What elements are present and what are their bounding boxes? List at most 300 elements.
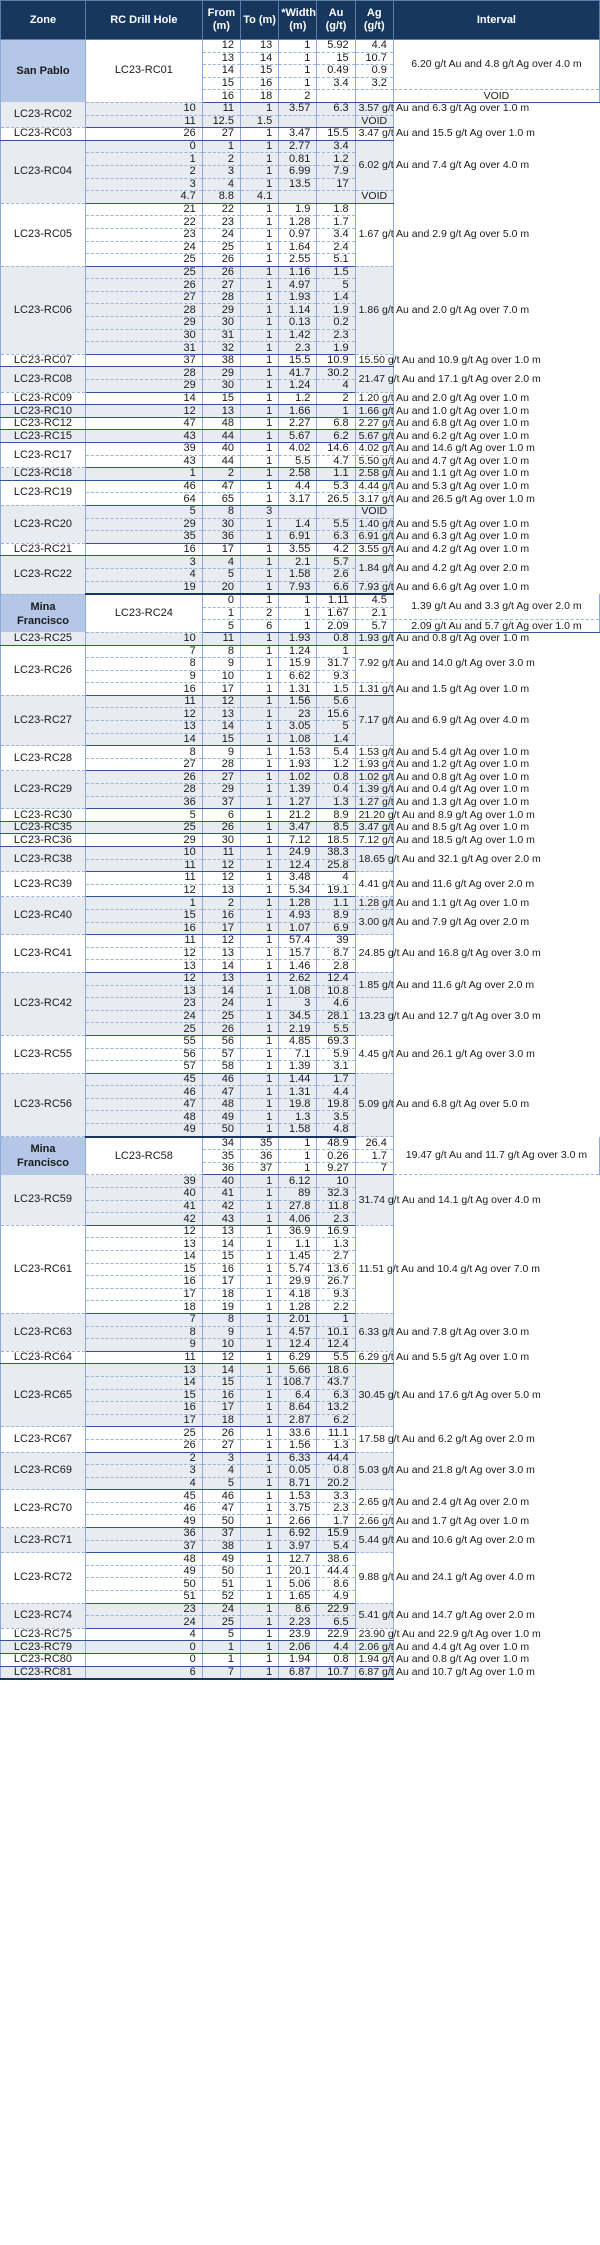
ag-value: 5.7: [355, 620, 393, 633]
width-value: 1: [240, 518, 278, 531]
ag-value: 11.1: [317, 1427, 355, 1440]
interval-summary: 1.27 g/t Au and 1.3 g/t Ag over 1.0 m: [355, 796, 393, 809]
from-value: 64: [85, 493, 202, 506]
table-row: [1, 809, 600, 822]
au-value: 0.05: [279, 1465, 317, 1478]
ag-value: 16.9: [317, 1225, 355, 1238]
ag-value: 2.7: [317, 1251, 355, 1264]
drill-hole-group: [1, 203, 600, 266]
interval-summary: 3.47 g/t Au and 15.5 g/t Ag over 1.0 m: [355, 128, 393, 141]
ag-value: 1: [317, 405, 355, 418]
ag-value: 1.5: [317, 266, 355, 279]
width-value: 1: [240, 165, 278, 178]
ag-value: 1.9: [317, 304, 355, 317]
width-value: 1: [279, 1162, 317, 1175]
table-row: [1, 1515, 600, 1528]
table-row: [1, 1175, 600, 1188]
drill-hole-id: LC23-RC17: [1, 443, 86, 468]
drill-hole-group: [1, 367, 600, 392]
table-row: [1, 1111, 600, 1124]
interval-summary: 5.41 g/t Au and 14.7 g/t Ag over 2.0 m: [355, 1603, 393, 1628]
drill-hole-group: [1, 480, 600, 505]
to-value: 12: [202, 859, 240, 872]
ag-value: 10.7: [317, 1666, 355, 1679]
au-value: 3.47: [279, 128, 317, 141]
table-row: [1, 1553, 600, 1566]
drill-hole-group: [1, 746, 600, 771]
from-value: 23: [85, 1603, 202, 1616]
width-value: 1.5: [240, 115, 278, 128]
au-value: 3.55: [279, 543, 317, 556]
table-row: [1, 1477, 600, 1490]
from-value: 4: [85, 568, 202, 581]
interval-summary: 19.47 g/t Au and 11.7 g/t Ag over 3.0 m: [393, 1137, 599, 1175]
to-value: 2: [202, 897, 240, 910]
ag-value: 15.9: [317, 1528, 355, 1541]
to-value: 30: [202, 380, 240, 393]
from-value: 3: [85, 178, 202, 191]
width-value: 1: [240, 1628, 278, 1641]
zone-label: San Pablo: [1, 40, 86, 103]
from-value: 25: [85, 1023, 202, 1036]
from-value: 6: [85, 1666, 202, 1679]
to-value: 9: [202, 746, 240, 759]
drill-hole-group: [1, 847, 600, 872]
from-value: 10: [85, 847, 202, 860]
width-value: 4.1: [240, 191, 278, 204]
au-value: 41.7: [279, 367, 317, 380]
width-value: 1: [240, 1402, 278, 1415]
ag-value: 8.7: [317, 947, 355, 960]
width-value: 1: [240, 1452, 278, 1465]
drill-hole-id: LC23-RC58: [85, 1137, 202, 1175]
from-value: 31: [85, 342, 202, 355]
to-value: 43: [202, 1213, 240, 1226]
table-row: [1, 455, 600, 468]
to-value: 11: [202, 102, 240, 115]
ag-value: 0.8: [317, 771, 355, 784]
width-value: 1: [279, 594, 317, 607]
to-value: 5: [202, 1628, 240, 1641]
au-value: [279, 505, 317, 518]
ag-value: 9.3: [317, 1288, 355, 1301]
table-row: [1, 128, 600, 141]
interval-summary: 1.28 g/t Au and 1.1 g/t Ag over 1.0 m: [355, 897, 393, 910]
width-value: 1: [240, 1111, 278, 1124]
ag-value: 14.6: [317, 443, 355, 456]
width-value: 1: [240, 581, 278, 594]
width-value: 1: [240, 380, 278, 393]
from-value: 12: [85, 947, 202, 960]
from-value: 13: [85, 985, 202, 998]
from-value: 12: [202, 40, 240, 53]
drill-hole-id: LC23-RC74: [1, 1603, 86, 1628]
from-value: 10: [85, 632, 202, 645]
from-value: 2: [85, 1452, 202, 1465]
drill-hole-id: LC23-RC80: [1, 1654, 86, 1667]
width-value: 1: [240, 1515, 278, 1528]
ag-value: 28.1: [317, 1010, 355, 1023]
table-row: [1, 1313, 600, 1326]
to-value: 47: [202, 1502, 240, 1515]
drill-hole-id: LC23-RC09: [1, 392, 86, 405]
width-value: 1: [240, 128, 278, 141]
from-value: 45: [85, 1490, 202, 1503]
to-value: 50: [202, 1515, 240, 1528]
drill-hole-group: [1, 354, 600, 367]
ag-value: 10.7: [355, 52, 393, 65]
to-value: 56: [202, 1035, 240, 1048]
from-value: 11: [85, 859, 202, 872]
width-value: 1: [240, 1313, 278, 1326]
au-value: 15: [317, 52, 355, 65]
ag-value: 1.3: [317, 1439, 355, 1452]
to-value: 11: [202, 632, 240, 645]
ag-value: 1.9: [317, 342, 355, 355]
drill-hole-group: [1, 1452, 600, 1490]
width-value: 1: [240, 1414, 278, 1427]
to-value: 30: [202, 834, 240, 847]
to-value: 30: [202, 518, 240, 531]
table-row: [1, 784, 600, 797]
ag-value: 5.1: [317, 254, 355, 267]
au-value: 1.28: [279, 216, 317, 229]
au-value: 8.6: [279, 1603, 317, 1616]
to-value: 14: [240, 52, 278, 65]
width-value: 1: [240, 354, 278, 367]
from-value: 14: [85, 1251, 202, 1264]
interval-summary: 7.92 g/t Au and 14.0 g/t Ag over 3.0 m: [355, 645, 393, 683]
au-value: 1.11: [317, 594, 355, 607]
width-value: 1: [240, 909, 278, 922]
table-row: [1, 1288, 600, 1301]
au-value: 0.97: [279, 228, 317, 241]
au-value: 36.9: [279, 1225, 317, 1238]
width-value: 1: [240, 392, 278, 405]
to-value: 17: [202, 683, 240, 696]
au-value: 0.13: [279, 317, 317, 330]
au-value: 34.5: [279, 1010, 317, 1023]
ag-value: 5.6: [317, 695, 355, 708]
to-value: 65: [202, 493, 240, 506]
to-value: 11: [202, 847, 240, 860]
from-value: 13: [202, 52, 240, 65]
drill-hole-group: [1, 417, 600, 430]
to-value: 25: [202, 1010, 240, 1023]
au-value: 1.44: [279, 1073, 317, 1086]
from-value: 1: [85, 897, 202, 910]
ag-value: 8.9: [317, 909, 355, 922]
width-value: 1: [240, 645, 278, 658]
width-value: 1: [240, 758, 278, 771]
width-value: 1: [279, 620, 317, 633]
to-value: 27: [202, 279, 240, 292]
from-value: 22: [85, 216, 202, 229]
width-value: 1: [240, 960, 278, 973]
interval-summary: 9.88 g/t Au and 24.1 g/t Ag over 4.0 m: [355, 1553, 393, 1603]
drill-hole-group: [1, 40, 600, 103]
from-value: 1: [202, 607, 240, 620]
to-value: 23: [202, 216, 240, 229]
drill-hole-id: LC23-RC71: [1, 1528, 86, 1553]
au-value: 2.62: [279, 972, 317, 985]
width-value: 1: [240, 771, 278, 784]
ag-value: 1.5: [317, 683, 355, 696]
drill-hole-group: [1, 1490, 600, 1528]
au-value: 2.66: [279, 1515, 317, 1528]
au-value: 1.67: [317, 607, 355, 620]
drill-hole-id: LC23-RC20: [1, 505, 86, 543]
ag-value: 0.8: [317, 1654, 355, 1667]
au-value: 4.06: [279, 1213, 317, 1226]
ag-value: 38.3: [317, 847, 355, 860]
width-value: 1: [240, 1502, 278, 1515]
from-value: 13: [85, 1364, 202, 1377]
au-value: 1.65: [279, 1591, 317, 1604]
to-value: 41: [202, 1188, 240, 1201]
interval-summary: 7.12 g/t Au and 18.5 g/t Ag over 1.0 m: [355, 834, 393, 847]
from-value: 43: [85, 430, 202, 443]
width-value: 1: [240, 847, 278, 860]
drill-hole-id: LC23-RC39: [1, 872, 86, 897]
from-value: 27: [85, 758, 202, 771]
width-value: 1: [240, 405, 278, 418]
to-value: 3: [202, 165, 240, 178]
drill-hole-group: [1, 1553, 600, 1603]
interval-summary: 6.29 g/t Au and 5.5 g/t Ag over 1.0 m: [355, 1351, 393, 1364]
ag-value: 13.2: [317, 1402, 355, 1415]
table-row: [1, 645, 600, 658]
au-value: 6.33: [279, 1452, 317, 1465]
table-row: [1, 670, 600, 683]
drill-hole-id: LC23-RC08: [1, 367, 86, 392]
from-value: 11: [85, 935, 202, 948]
au-value: 1.31: [279, 683, 317, 696]
drill-hole-id: LC23-RC22: [1, 556, 86, 594]
table-row: [1, 531, 600, 544]
to-value: 5: [202, 1477, 240, 1490]
to-value: 1: [240, 594, 278, 607]
width-value: 1: [240, 1188, 278, 1201]
drill-hole-group: [1, 505, 600, 543]
ag-value: 3.2: [355, 77, 393, 90]
from-value: 25: [85, 266, 202, 279]
to-value: 14: [202, 1364, 240, 1377]
drill-hole-id: LC23-RC01: [85, 40, 202, 103]
width-value: 1: [279, 607, 317, 620]
au-value: 6.99: [279, 165, 317, 178]
to-value: 18: [240, 90, 278, 103]
from-value: 35: [202, 1150, 240, 1163]
au-value: 3.4: [317, 77, 355, 90]
header-to: To (m): [240, 1, 278, 40]
au-value: 6.29: [279, 1351, 317, 1364]
ag-value: [317, 505, 355, 518]
to-value: 2: [240, 607, 278, 620]
au-value: 1.93: [279, 632, 317, 645]
ag-value: 3.1: [317, 1061, 355, 1074]
interval-summary: 1.93 g/t Au and 0.8 g/t Ag over 1.0 m: [355, 632, 393, 645]
ag-value: 39: [317, 935, 355, 948]
ag-value: 4.6: [317, 998, 355, 1011]
to-value: 38: [202, 354, 240, 367]
from-value: 15: [85, 1263, 202, 1276]
au-value: 4.18: [279, 1288, 317, 1301]
interval-summary: 6.20 g/t Au and 4.8 g/t Ag over 4.0 m: [393, 40, 599, 90]
from-value: 55: [85, 1035, 202, 1048]
au-value: 1.53: [279, 1490, 317, 1503]
au-value: 3.48: [279, 872, 317, 885]
drill-hole-id: LC23-RC07: [1, 354, 86, 367]
ag-value: 8.9: [317, 809, 355, 822]
ag-value: 5: [317, 279, 355, 292]
au-value: 1.56: [279, 695, 317, 708]
width-value: 1: [240, 279, 278, 292]
from-value: 36: [85, 1528, 202, 1541]
from-value: 5: [85, 809, 202, 822]
table-row: [1, 556, 600, 569]
from-value: 23: [85, 228, 202, 241]
width-value: 1: [240, 1098, 278, 1111]
from-value: 51: [85, 1591, 202, 1604]
from-value: 35: [85, 531, 202, 544]
drill-hole-group: [1, 1666, 600, 1679]
width-value: 1: [240, 568, 278, 581]
interval-summary: 7.93 g/t Au and 6.6 g/t Ag over 1.0 m: [355, 581, 393, 594]
interval-summary: 1.66 g/t Au and 1.0 g/t Ag over 1.0 m: [355, 405, 393, 418]
from-value: 9: [85, 1339, 202, 1352]
to-value: 42: [202, 1200, 240, 1213]
au-value: 6.4: [279, 1389, 317, 1402]
from-value: 3: [85, 556, 202, 569]
to-value: 44: [202, 430, 240, 443]
width-value: 1: [240, 1565, 278, 1578]
width-value: 1: [240, 796, 278, 809]
width-value: 1: [240, 972, 278, 985]
width-value: 1: [279, 1137, 317, 1150]
ag-value: 3.3: [317, 1490, 355, 1503]
to-value: 20: [202, 581, 240, 594]
drill-hole-group: [1, 935, 600, 973]
au-value: 3: [279, 998, 317, 1011]
au-value: [279, 115, 317, 128]
from-value: 26: [85, 1439, 202, 1452]
ag-value: 12.4: [317, 972, 355, 985]
ag-value: 2.1: [355, 607, 393, 620]
interval-summary: VOID: [355, 191, 393, 204]
from-value: 4.7: [85, 191, 202, 204]
to-value: 13: [202, 1225, 240, 1238]
au-value: 1.39: [279, 784, 317, 797]
to-value: 29: [202, 367, 240, 380]
to-value: 12.5: [202, 115, 240, 128]
ag-value: 5.4: [317, 746, 355, 759]
width-value: 1: [240, 291, 278, 304]
width-value: 1: [279, 52, 317, 65]
interval-summary: 11.51 g/t Au and 10.4 g/t Ag over 7.0 m: [355, 1225, 393, 1313]
width-value: 1: [240, 733, 278, 746]
au-value: 1.31: [279, 1086, 317, 1099]
from-value: 5: [202, 620, 240, 633]
width-value: 1: [240, 998, 278, 1011]
au-value: 2.01: [279, 1313, 317, 1326]
table-row: [1, 443, 600, 456]
to-value: 13: [202, 947, 240, 960]
width-value: 1: [240, 897, 278, 910]
ag-value: 44.4: [317, 1452, 355, 1465]
to-value: 18: [202, 1414, 240, 1427]
to-value: 47: [202, 1086, 240, 1099]
to-value: 13: [240, 40, 278, 53]
width-value: 1: [240, 1616, 278, 1629]
au-value: 5.67: [279, 430, 317, 443]
from-value: 16: [85, 543, 202, 556]
interval-summary: 1.53 g/t Au and 5.4 g/t Ag over 1.0 m: [355, 746, 393, 759]
au-value: 2.87: [279, 1414, 317, 1427]
interval-summary: 5.50 g/t Au and 4.7 g/t Ag over 1.0 m: [355, 455, 393, 468]
ag-value: 7: [355, 1162, 393, 1175]
table-row: [1, 1376, 600, 1389]
ag-value: 10: [317, 1175, 355, 1188]
interval-summary: 1.39 g/t Au and 3.3 g/t Ag over 2.0 m: [393, 594, 599, 620]
header-ag: Ag (g/t): [355, 1, 393, 40]
au-value: 8.64: [279, 1402, 317, 1415]
ag-value: 3.4: [317, 228, 355, 241]
table-row: [1, 1666, 600, 1679]
to-value: 8: [202, 1313, 240, 1326]
width-value: 1: [240, 1654, 278, 1667]
ag-value: 1.2: [317, 758, 355, 771]
table-row: [1, 1654, 600, 1667]
ag-value: 6.6: [317, 581, 355, 594]
table-row: [1, 392, 600, 405]
ag-value: 69.3: [317, 1035, 355, 1048]
table-row: [1, 115, 600, 128]
width-value: 1: [240, 670, 278, 683]
au-value: 3.17: [279, 493, 317, 506]
width-value: 3: [240, 505, 278, 518]
ag-value: 5.9: [317, 1048, 355, 1061]
width-value: 1: [240, 1603, 278, 1616]
width-value: 1: [240, 531, 278, 544]
drill-hole-group: [1, 140, 600, 203]
drill-hole-id: LC23-RC02: [1, 102, 86, 127]
au-value: 7.1: [279, 1048, 317, 1061]
drill-hole-group: [1, 1528, 600, 1553]
width-value: 1: [240, 922, 278, 935]
width-value: 1: [240, 1389, 278, 1402]
to-value: 12: [202, 695, 240, 708]
ag-value: 26.5: [317, 493, 355, 506]
to-value: 52: [202, 1591, 240, 1604]
interval-summary: 2.06 g/t Au and 4.4 g/t Ag over 1.0 m: [355, 1641, 393, 1654]
to-value: 13: [202, 405, 240, 418]
width-value: 1: [240, 947, 278, 960]
to-value: 4: [202, 178, 240, 191]
ag-value: 25.8: [317, 859, 355, 872]
width-value: 1: [240, 1591, 278, 1604]
drill-hole-group: [1, 972, 600, 1035]
drill-hole-id: LC23-RC79: [1, 1641, 86, 1654]
to-value: 13: [202, 972, 240, 985]
table-header: [1, 1, 600, 40]
ag-value: 6.2: [317, 1414, 355, 1427]
au-value: 5.66: [279, 1364, 317, 1377]
au-value: 9.27: [317, 1162, 355, 1175]
au-value: 7.93: [279, 581, 317, 594]
from-value: 7: [85, 645, 202, 658]
au-value: 2.23: [279, 1616, 317, 1629]
